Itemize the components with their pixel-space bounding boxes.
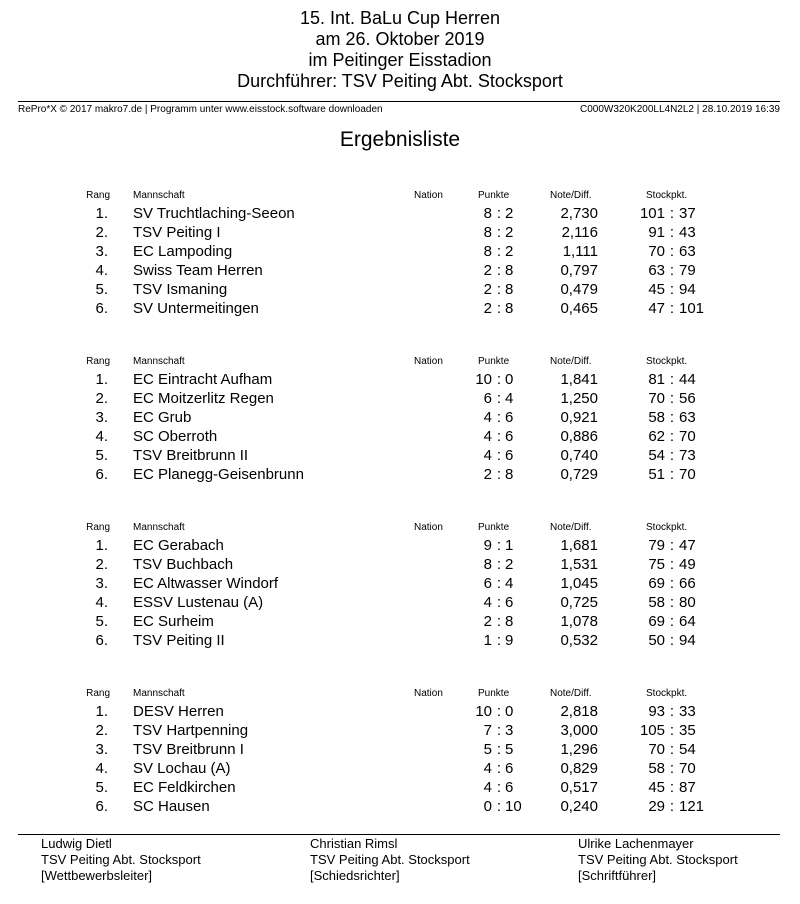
stock-points-against: 70: [679, 466, 696, 483]
header-rank: Rang: [86, 356, 110, 367]
team-cell: EC Planegg-Geisenbrunn: [133, 466, 304, 483]
points-lost: 6: [505, 594, 514, 611]
note-cell: 0,729: [560, 466, 598, 483]
team-cell: EC Surheim: [133, 613, 214, 630]
stock-separator: :: [669, 632, 675, 649]
note-cell: 0,921: [560, 409, 598, 426]
note-cell: 0,240: [560, 798, 598, 815]
points-lost: 9: [505, 632, 514, 649]
header-note: Note/Diff.: [550, 688, 592, 699]
table-row: [0, 702, 800, 721]
rank-cell: 3.: [95, 575, 108, 592]
stock-points-against: 121: [679, 798, 705, 815]
header-team: Mannschaft: [133, 190, 185, 201]
points-separator: :: [496, 556, 502, 573]
points-lost: 6: [505, 447, 514, 464]
stock-points-against: 80: [679, 594, 696, 611]
table-row: [0, 427, 800, 446]
stock-separator: :: [669, 613, 675, 630]
points-separator: :: [496, 632, 502, 649]
points-won: 6: [483, 575, 492, 592]
stock-points-for: 58: [648, 760, 665, 777]
stock-separator: :: [669, 262, 675, 279]
team-cell: SV Lochau (A): [133, 760, 231, 777]
column-header-row: [0, 686, 800, 702]
stock-separator: :: [669, 556, 675, 573]
points-separator: :: [496, 243, 502, 260]
stock-points-against: 79: [679, 262, 696, 279]
points-won: 4: [483, 447, 492, 464]
note-cell: 2,116: [561, 224, 598, 241]
stock-points-against: 70: [679, 760, 696, 777]
team-cell: SV Untermeitingen: [133, 300, 259, 317]
rank-cell: 4.: [95, 428, 108, 445]
rank-cell: 5.: [95, 447, 108, 464]
stock-points-for: 45: [648, 281, 665, 298]
note-cell: 0,829: [560, 760, 598, 777]
rank-cell: 5.: [95, 779, 108, 796]
header-points: Punkte: [478, 190, 510, 201]
points-lost: 2: [505, 556, 514, 573]
points-lost: 4: [505, 575, 514, 592]
note-cell: 0,479: [560, 281, 598, 298]
stock-separator: :: [669, 447, 675, 464]
stock-points-for: 75: [648, 556, 665, 573]
table-row: [0, 574, 800, 593]
stock-points-for: 51: [648, 466, 665, 483]
header-nation: Nation: [414, 190, 443, 201]
stock-points-against: 66: [679, 575, 696, 592]
column-header-row: [0, 354, 800, 370]
stock-separator: :: [669, 779, 675, 796]
note-cell: 1,078: [560, 613, 598, 630]
stock-points-for: 79: [648, 537, 665, 554]
signer-role: [Wettbewerbsleiter]: [41, 868, 153, 883]
software-credit: RePro*X © 2017 makro7.de | Programm unter www.eisstock.software downloaden: [18, 104, 383, 115]
rank-cell: 4.: [95, 594, 108, 611]
points-separator: :: [496, 760, 502, 777]
team-cell: TSV Ismaning: [133, 281, 228, 298]
points-lost: 1: [505, 537, 514, 554]
table-row: [0, 204, 800, 223]
stock-points-for: 105: [639, 722, 665, 739]
stock-points-for: 29: [648, 798, 665, 815]
points-won: 4: [483, 760, 492, 777]
rank-cell: 1.: [95, 703, 108, 720]
points-separator: :: [496, 798, 502, 815]
header-note: Note/Diff.: [550, 356, 592, 367]
stock-separator: :: [669, 371, 675, 388]
header-stock: Stockpkt.: [646, 688, 688, 699]
rank-cell: 6.: [95, 798, 108, 815]
stock-points-for: 70: [648, 243, 665, 260]
stock-points-against: 63: [679, 243, 696, 260]
stock-separator: :: [669, 281, 675, 298]
team-cell: EC Moitzerlitz Regen: [133, 390, 274, 407]
stock-separator: :: [669, 594, 675, 611]
stock-separator: :: [669, 741, 675, 758]
stock-points-against: 43: [679, 224, 696, 241]
event-title: 15. Int. BaLu Cup Herren: [299, 8, 501, 28]
result-group: [0, 354, 800, 484]
header-team: Mannschaft: [133, 522, 185, 533]
signer-club: TSV Peiting Abt. Stocksport: [41, 852, 201, 867]
signer-role: [Schriftführer]: [578, 868, 657, 883]
team-cell: SC Hausen: [133, 798, 210, 815]
document-header: [0, 8, 800, 92]
stock-points-for: 93: [648, 703, 665, 720]
points-won: 4: [483, 409, 492, 426]
header-stock: Stockpkt.: [646, 190, 688, 201]
result-group: [0, 686, 800, 816]
stock-points-against: 63: [679, 409, 696, 426]
result-group: [0, 520, 800, 650]
points-won: 4: [483, 779, 492, 796]
header-rank: Rang: [86, 522, 110, 533]
table-row: [0, 759, 800, 778]
points-won: 10: [475, 371, 492, 388]
stock-points-against: 101: [679, 300, 705, 317]
stock-points-for: 101: [639, 205, 665, 222]
rank-cell: 5.: [95, 281, 108, 298]
stock-points-for: 70: [648, 741, 665, 758]
points-won: 6: [483, 390, 492, 407]
team-cell: TSV Peiting II: [133, 632, 225, 649]
table-row: [0, 389, 800, 408]
points-separator: :: [496, 428, 502, 445]
points-lost: 6: [505, 779, 514, 796]
note-cell: 1,250: [560, 390, 598, 407]
rank-cell: 4.: [95, 262, 108, 279]
header-nation: Nation: [414, 688, 443, 699]
team-cell: EC Feldkirchen: [133, 779, 236, 796]
stock-points-for: 50: [648, 632, 665, 649]
rank-cell: 1.: [95, 537, 108, 554]
team-cell: TSV Breitbrunn I: [133, 741, 244, 758]
stock-points-against: 64: [679, 613, 696, 630]
table-row: [0, 721, 800, 740]
stock-points-for: 45: [648, 779, 665, 796]
points-won: 10: [475, 703, 492, 720]
team-cell: ESSV Lustenau (A): [133, 594, 264, 611]
rank-cell: 2.: [95, 722, 108, 739]
points-separator: :: [496, 722, 502, 739]
stock-points-for: 58: [648, 594, 665, 611]
stock-separator: :: [669, 300, 675, 317]
meta-bar: [18, 101, 780, 116]
stock-separator: :: [669, 205, 675, 222]
team-cell: EC Gerabach: [133, 537, 224, 554]
header-stock: Stockpkt.: [646, 522, 688, 533]
points-separator: :: [496, 575, 502, 592]
points-won: 0: [483, 798, 492, 815]
signature-block: [310, 836, 470, 884]
team-cell: EC Altwasser Windorf: [133, 575, 279, 592]
header-points: Punkte: [478, 356, 510, 367]
event-venue: im Peitinger Eisstadion: [308, 50, 492, 70]
points-separator: :: [496, 300, 502, 317]
rank-cell: 1.: [95, 205, 108, 222]
signer-club: TSV Peiting Abt. Stocksport: [310, 852, 470, 867]
stock-separator: :: [669, 760, 675, 777]
page-title: Ergebnisliste: [339, 128, 461, 151]
column-header-row: [0, 188, 800, 204]
stock-separator: :: [669, 224, 675, 241]
note-cell: 0,797: [560, 262, 598, 279]
stock-points-for: 62: [648, 428, 665, 445]
points-lost: 0: [505, 703, 514, 720]
signer-name: Ludwig Dietl: [41, 836, 112, 851]
points-won: 7: [483, 722, 492, 739]
note-cell: 0,465: [560, 300, 598, 317]
note-cell: 0,517: [560, 779, 598, 796]
header-points: Punkte: [478, 688, 510, 699]
points-won: 2: [483, 300, 492, 317]
points-separator: :: [496, 703, 502, 720]
points-separator: :: [496, 390, 502, 407]
points-separator: :: [496, 281, 502, 298]
stock-points-against: 49: [679, 556, 696, 573]
stock-separator: :: [669, 798, 675, 815]
stock-points-for: 69: [648, 613, 665, 630]
note-cell: 1,841: [560, 371, 598, 388]
table-row: [0, 593, 800, 612]
document-code: C000W320K200LL4N2L2 | 28.10.2019 16:39: [580, 104, 780, 115]
team-cell: DESV Herren: [133, 703, 224, 720]
points-separator: :: [496, 409, 502, 426]
points-separator: :: [496, 594, 502, 611]
stock-points-against: 54: [679, 741, 696, 758]
points-separator: :: [496, 262, 502, 279]
points-won: 8: [483, 243, 492, 260]
header-stock: Stockpkt.: [646, 356, 688, 367]
points-won: 8: [483, 556, 492, 573]
stock-points-for: 69: [648, 575, 665, 592]
header-nation: Nation: [414, 356, 443, 367]
points-won: 2: [483, 466, 492, 483]
note-cell: 2,730: [560, 205, 598, 222]
note-cell: 1,296: [560, 741, 598, 758]
rank-cell: 3.: [95, 409, 108, 426]
table-row: [0, 778, 800, 797]
team-cell: TSV Buchbach: [133, 556, 234, 573]
table-row: [0, 612, 800, 631]
note-cell: 1,531: [560, 556, 598, 573]
rank-cell: 4.: [95, 760, 108, 777]
points-separator: :: [496, 779, 502, 796]
stock-points-against: 56: [679, 390, 696, 407]
stock-points-against: 35: [679, 722, 696, 739]
team-cell: EC Grub: [133, 409, 192, 426]
stock-separator: :: [669, 537, 675, 554]
stock-points-for: 58: [648, 409, 665, 426]
points-separator: :: [496, 205, 502, 222]
points-lost: 8: [505, 300, 514, 317]
note-cell: 0,532: [560, 632, 598, 649]
note-cell: 3,000: [560, 722, 598, 739]
header-team: Mannschaft: [133, 688, 185, 699]
event-organizer: Durchführer: TSV Peiting Abt. Stocksport: [237, 71, 563, 91]
points-lost: 8: [505, 466, 514, 483]
points-won: 4: [483, 594, 492, 611]
stock-points-for: 81: [648, 371, 665, 388]
table-row: [0, 408, 800, 427]
note-cell: 1,045: [560, 575, 598, 592]
points-separator: :: [496, 466, 502, 483]
rank-cell: 6.: [95, 632, 108, 649]
stock-points-against: 44: [679, 371, 696, 388]
points-lost: 6: [505, 409, 514, 426]
points-lost: 8: [505, 281, 514, 298]
team-cell: SV Truchtlaching-Seeon: [133, 205, 295, 222]
table-row: [0, 740, 800, 759]
points-lost: 2: [505, 243, 514, 260]
note-cell: 0,725: [560, 594, 598, 611]
stock-points-against: 47: [679, 537, 696, 554]
stock-separator: :: [669, 703, 675, 720]
table-row: [0, 555, 800, 574]
signer-club: TSV Peiting Abt. Stocksport: [578, 852, 738, 867]
table-row: [0, 299, 800, 318]
points-separator: :: [496, 741, 502, 758]
stock-points-against: 70: [679, 428, 696, 445]
note-cell: 0,740: [560, 447, 598, 464]
points-won: 8: [483, 224, 492, 241]
stock-points-for: 63: [648, 262, 665, 279]
points-lost: 4: [505, 390, 514, 407]
event-date: am 26. Oktober 2019: [315, 29, 485, 49]
rank-cell: 2.: [95, 390, 108, 407]
points-won: 8: [483, 205, 492, 222]
stock-points-for: 47: [648, 300, 665, 317]
table-row: [0, 797, 800, 816]
table-row: [0, 261, 800, 280]
signer-name: Christian Rimsl: [310, 836, 398, 851]
footer-divider: [18, 834, 780, 835]
team-cell: TSV Breitbrunn II: [133, 447, 249, 464]
note-cell: 1,681: [560, 537, 598, 554]
table-row: [0, 446, 800, 465]
stock-separator: :: [669, 409, 675, 426]
rank-cell: 2.: [95, 556, 108, 573]
points-won: 4: [483, 428, 492, 445]
table-row: [0, 223, 800, 242]
team-cell: TSV Peiting I: [133, 224, 221, 241]
header-rank: Rang: [86, 688, 110, 699]
points-won: 5: [483, 741, 492, 758]
points-lost: 8: [505, 262, 514, 279]
points-lost: 10: [505, 798, 522, 815]
team-cell: Swiss Team Herren: [133, 262, 263, 279]
stock-points-against: 94: [679, 281, 696, 298]
stock-separator: :: [669, 243, 675, 260]
points-lost: 8: [505, 613, 514, 630]
points-lost: 2: [505, 224, 514, 241]
stock-separator: :: [669, 428, 675, 445]
header-note: Note/Diff.: [550, 190, 592, 201]
points-lost: 2: [505, 205, 514, 222]
table-row: [0, 280, 800, 299]
points-won: 2: [483, 281, 492, 298]
table-row: [0, 536, 800, 555]
rank-cell: 3.: [95, 741, 108, 758]
rank-cell: 6.: [95, 300, 108, 317]
points-lost: 6: [505, 428, 514, 445]
header-rank: Rang: [86, 190, 110, 201]
stock-points-against: 73: [679, 447, 696, 464]
points-lost: 6: [505, 760, 514, 777]
note-cell: 0,886: [560, 428, 598, 445]
header-team: Mannschaft: [133, 356, 185, 367]
note-cell: 2,818: [560, 703, 598, 720]
header-points: Punkte: [478, 522, 510, 533]
result-group: [0, 188, 800, 318]
points-separator: :: [496, 537, 502, 554]
table-row: [0, 370, 800, 389]
note-cell: 1,111: [562, 243, 598, 260]
team-cell: TSV Hartpenning: [133, 722, 249, 739]
header-note: Note/Diff.: [550, 522, 592, 533]
column-header-row: [0, 520, 800, 536]
team-cell: SC Oberroth: [133, 428, 218, 445]
points-won: 9: [483, 537, 492, 554]
points-lost: 3: [505, 722, 514, 739]
stock-points-against: 94: [679, 632, 696, 649]
stock-points-for: 91: [648, 224, 665, 241]
points-won: 2: [483, 613, 492, 630]
team-cell: EC Lampoding: [133, 243, 233, 260]
points-lost: 0: [505, 371, 514, 388]
table-row: [0, 631, 800, 650]
rank-cell: 6.: [95, 466, 108, 483]
team-cell: EC Eintracht Aufham: [133, 371, 273, 388]
stock-points-against: 33: [679, 703, 696, 720]
rank-cell: 1.: [95, 371, 108, 388]
points-separator: :: [496, 224, 502, 241]
signature-block: [578, 836, 738, 884]
stock-separator: :: [669, 575, 675, 592]
rank-cell: 5.: [95, 613, 108, 630]
signer-role: [Schiedsrichter]: [310, 868, 400, 883]
points-separator: :: [496, 371, 502, 388]
table-row: [0, 242, 800, 261]
rank-cell: 3.: [95, 243, 108, 260]
rank-cell: 2.: [95, 224, 108, 241]
stock-points-for: 54: [648, 447, 665, 464]
stock-points-against: 37: [679, 205, 696, 222]
stock-separator: :: [669, 722, 675, 739]
points-lost: 5: [505, 741, 514, 758]
table-row: [0, 465, 800, 484]
stock-separator: :: [669, 390, 675, 407]
points-separator: :: [496, 613, 502, 630]
signer-name: Ulrike Lachenmayer: [578, 836, 694, 851]
stock-separator: :: [669, 466, 675, 483]
header-nation: Nation: [414, 522, 443, 533]
signature-block: [41, 836, 201, 884]
points-won: 1: [483, 632, 492, 649]
stock-points-against: 87: [679, 779, 696, 796]
points-separator: :: [496, 447, 502, 464]
points-won: 2: [483, 262, 492, 279]
stock-points-for: 70: [648, 390, 665, 407]
